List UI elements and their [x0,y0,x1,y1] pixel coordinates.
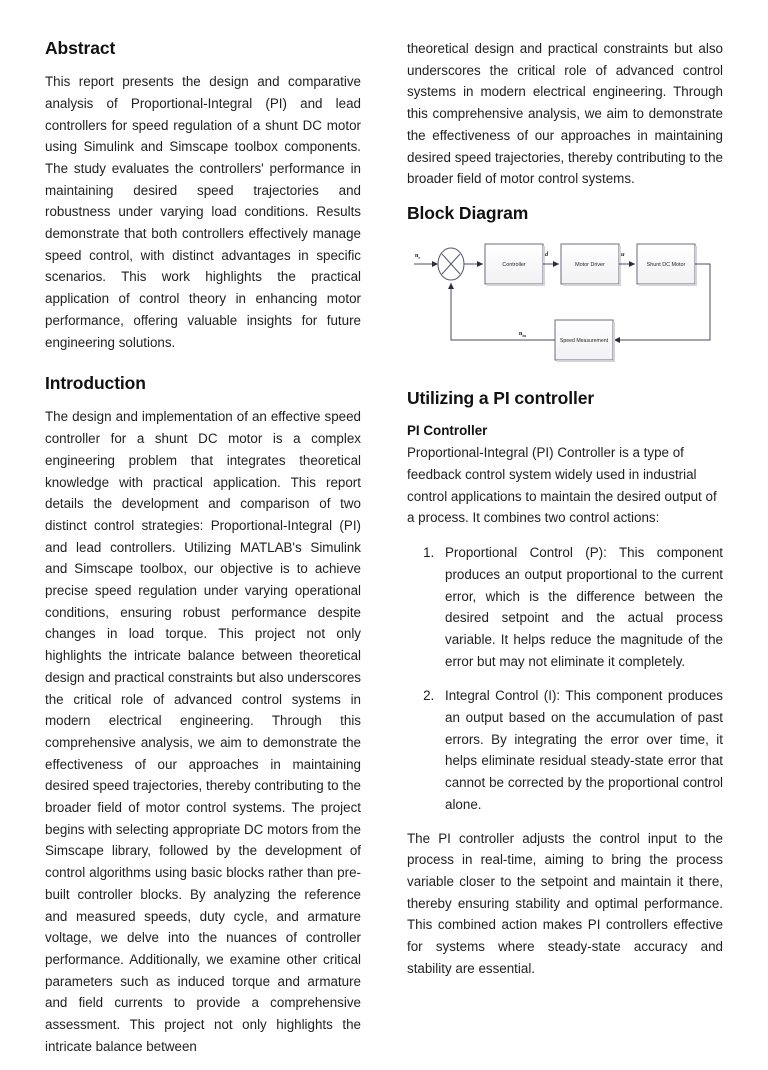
shunt-dc-motor-block-label: Shunt DC Motor [646,262,686,269]
controller-block [485,244,545,286]
input-label-n: n [415,253,419,260]
shunt-dc-motor-block [637,244,697,286]
introduction-paragraph: The design and implementation of an effective speed controller for a shunt DC motor is a complex engineering problem that integrates theoretical knowledge with practical application. This report details the development and comparison of two distinct control strategies: Proportional-Integral (PI) and lead controllers. Utilizing MATLAB's Simulink and Simscape toolbox, our objective is to achieve precise speed regulation under varying operational conditions, ensuring robust performance despite changes in load torque. This project not only highlights the intricate balance between theoretical design and practical constraints but also underscores the critical role of advanced control systems in modern electrical engineering. Through this comprehensive analysis, we aim to demonstrate the effectiveness of our approaches in maintaining desired speed trajectories, thereby contributing to the broader field of motor control systems. The project begins with selecting appropriate DC motors from the Simscape library, followed by the development of control algorithms using basic blocks rather than pre-built controller blocks. By analyzing the reference and measured speeds, duty cycle, and armature voltage, we delve into the nuances of controller performance. Additionally, we examine other critical parameters such as induced torque and armature and field currents to provide a comprehensive assessment. This project not only highlights the intricate balance between [45,409,361,1054]
feedback-label-subscript: m [522,332,526,338]
signal-label-u: u [621,251,625,259]
introduction-continued-paragraph: theoretical design and practical constraints but also underscores the critical role of advanced control systems in modern electrical engineering. Through this comprehensive analysis, we aim to demonstrate the effectiveness of our approaches in maintaining desired speed trajectories, thereby contributing to the broader field of motor control systems. [407,41,723,187]
motor-driver-block-label: Motor Driver [575,262,605,269]
section-heading-block-diagram: Block Diagram [407,202,529,223]
right-column [407,38,723,979]
input-label-subscript: r [418,254,421,260]
page-title-abstract: Abstract [45,38,116,58]
block-diagram-svg [407,236,723,374]
list-item: 2. Integral Control (I): This component produces an output based on the accumulation of past errors. By integrating the error over time, it helps eliminate residual steady-state error that cannot be corrected by the proportional control alone. [438,685,723,815]
subheading-pi-controller: PI Controller [407,423,488,439]
signal-label-d: d [545,251,549,259]
left-column [45,38,361,1070]
section-heading-utilizing-pi-controller: Utilizing a PI controller [407,388,595,409]
feedback-label-n: n [519,331,523,338]
pi-controller-intro-paragraph: Proportional-Integral (PI) Controller is a type of feedback control system widely used in industrial control applications to maintain the desired output of a process. It combines two control actions: [407,445,717,526]
motor-driver-block [561,244,621,286]
abstract-paragraph: This report presents the design and comparative analysis of Proportional-Integral (PI) and lead controllers for speed regulation of a shunt DC motor using Simulink and Simscape toolbox components. The study evaluates the controllers' performance in maintaining desired speed trajectories and robustness under varying load conditions. Results demonstrate that both controllers effectively manage speed control, with distinct advantages in specific scenarios. This work highlights the practical application of control theory in enhancing motor performance, offering valuable insights for future engineering solutions. [45,74,361,350]
pi-controller-closing-paragraph: The PI controller adjusts the control input to the process in real-time, aiming to bring the process variable closer to the setpoint and maintain it there, thereby ensuring stability and optimal performance. This combined action makes PI controllers effective for systems where steady-state accuracy and stability are essential. [407,830,723,976]
speed-measurement-block [555,320,615,362]
controller-block-label: Controller [502,262,526,269]
speed-measurement-block-label: Speed Measurement [559,338,609,345]
section-heading-introduction: Introduction [45,373,146,394]
pi-control-actions-list [407,542,723,815]
input-signal-label [415,253,420,260]
measured-speed-feedback-line [451,283,555,340]
list-item: 1. Proportional Control (P): This component produces an output proportional to the current error, which is the difference between the desired setpoint and the actual process variable. It helps reduce the magnitude of the error but may not eliminate it completely. [438,542,723,672]
block-diagram-figure [407,236,723,374]
summing-junction [438,248,464,280]
feedback-signal-label [519,331,526,338]
